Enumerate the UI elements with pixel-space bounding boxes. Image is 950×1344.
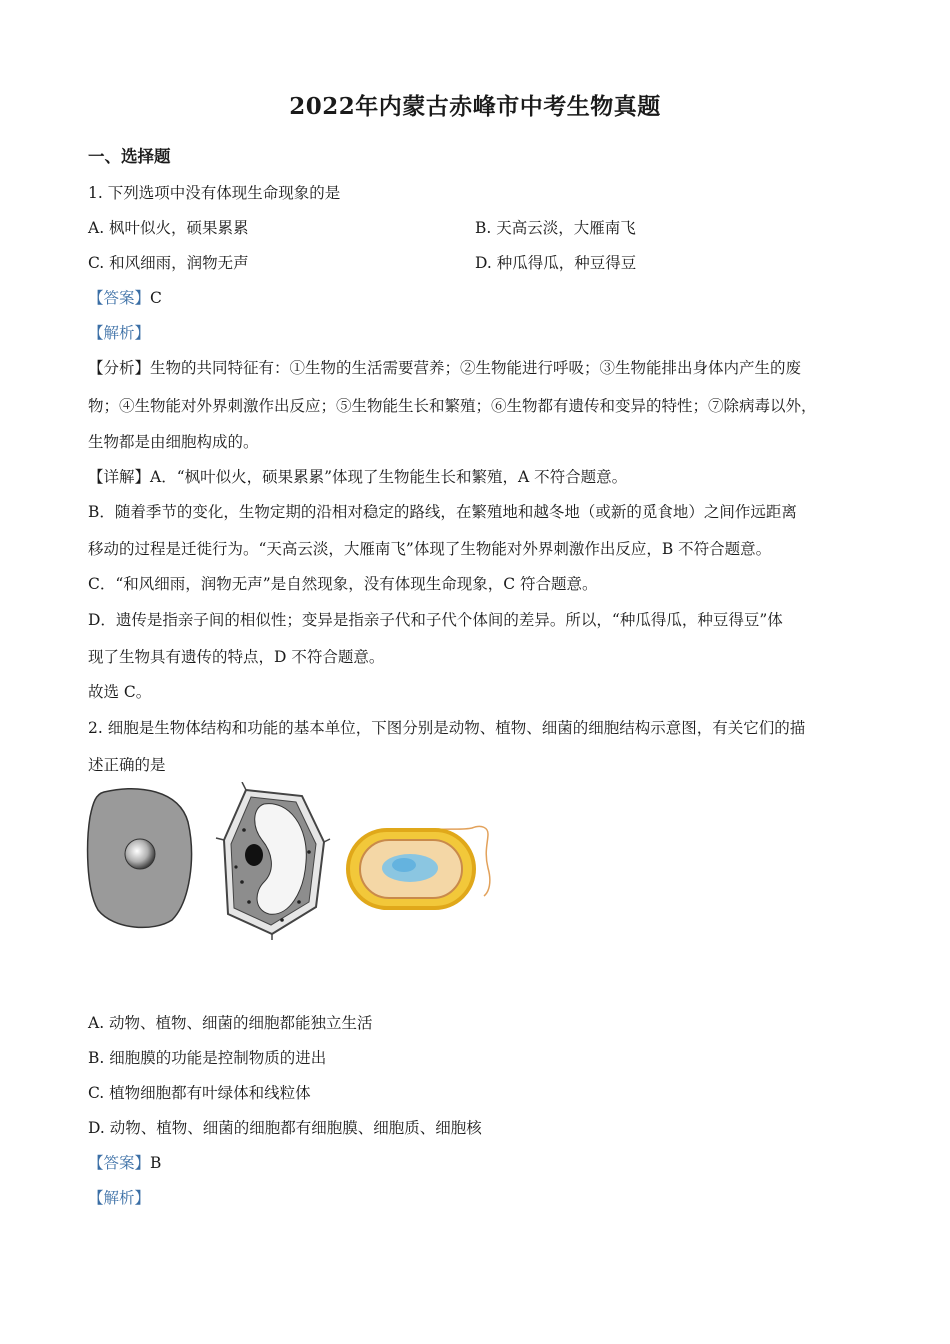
answer-value: C <box>150 289 162 307</box>
q1-answer <box>88 288 162 308</box>
fenxi-tag: 【分析】 <box>88 359 151 377</box>
q1-option-d: D. 种瓜得瓜，种豆得豆 <box>475 254 637 272</box>
question-2-stem: 述正确的是 <box>88 756 166 774</box>
q1-option-b: B. 天高云淡，大雁南飞 <box>475 219 636 237</box>
bacterium-image <box>348 826 490 908</box>
q1-detail-line: D．遗传是指亲子间的相似性；变异是指亲子代和子代个体间的差异。所以，“种瓜得瓜，种豆得豆”体 <box>88 611 783 629</box>
cell-diagrams <box>84 782 504 942</box>
question-1-stem: 1. 下列选项中没有体现生命现象的是 <box>88 184 341 202</box>
q2-answer <box>88 1153 161 1173</box>
q1-detail-line: 移动的过程是迁徙行为。“天高云淡，大雁南飞”体现了生物能对外界刺激作出反应，B 不符合题意。 <box>88 540 772 558</box>
q1-detail-line: B．随着季节的变化，生物定期的沿相对稳定的路线，在繁殖地和越冬地（或新的觅食地）之间作远距离 <box>88 503 797 521</box>
q1-conclusion: 故选 C。 <box>88 683 152 701</box>
detail-text: A．“枫叶似火，硕果累累”体现了生物能生长和繁殖，A 不符合题意。 <box>150 468 628 486</box>
page-title: 2022年内蒙古赤峰市中考生物真题 <box>289 93 661 120</box>
answer-tag: 【答案】 <box>88 1154 151 1172</box>
answer-value: B <box>150 1154 162 1172</box>
question-2-stem: 2. 细胞是生物体结构和功能的基本单位，下图分别是动物、植物、细菌的细胞结构示意图，有关它们的描 <box>88 719 806 737</box>
q2-option-c: C. 植物细胞都有叶绿体和线粒体 <box>88 1084 311 1102</box>
q1-detail-line <box>88 467 627 487</box>
q1-detail-line: 现了生物具有遗传的特点，D 不符合题意。 <box>88 648 385 666</box>
q1-detail-line: C．“和风细雨，润物无声”是自然现象，没有体现生命现象，C 符合题意。 <box>88 575 598 593</box>
q2-option-b: B. 细胞膜的功能是控制物质的进出 <box>88 1049 327 1067</box>
q1-option-c: C. 和风细雨，润物无声 <box>88 254 249 272</box>
analysis-tag: 【解析】 <box>88 324 151 342</box>
q1-fenxi-line: 生物都是由细胞构成的。 <box>88 433 259 451</box>
section-heading: 一、选择题 <box>88 147 171 166</box>
detail-tag: 【详解】 <box>88 468 151 486</box>
fenxi-text: 生物的共同特征有：①生物的生活需要营养；②生物能进行呼吸；③生物能排出身体内产生的废 <box>150 359 802 377</box>
plant-cell-image <box>216 782 330 940</box>
q2-option-a: A. 动物、植物、细菌的细胞都能独立生活 <box>88 1014 373 1032</box>
q1-fenxi-line: 物；④生物能对外界刺激作出反应；⑤生物能生长和繁殖；⑥生物都有遗传和变异的特性；⑦除病毒以外， <box>88 397 817 415</box>
analysis-tag: 【解析】 <box>88 1189 151 1207</box>
animal-cell-image <box>88 789 192 928</box>
q1-option-a: A. 枫叶似火，硕果累累 <box>88 219 249 237</box>
q2-option-d: D. 动物、植物、细菌的细胞都有细胞膜、细胞质、细胞核 <box>88 1119 482 1137</box>
q1-fenxi-line <box>88 358 801 378</box>
answer-tag: 【答案】 <box>88 289 151 307</box>
